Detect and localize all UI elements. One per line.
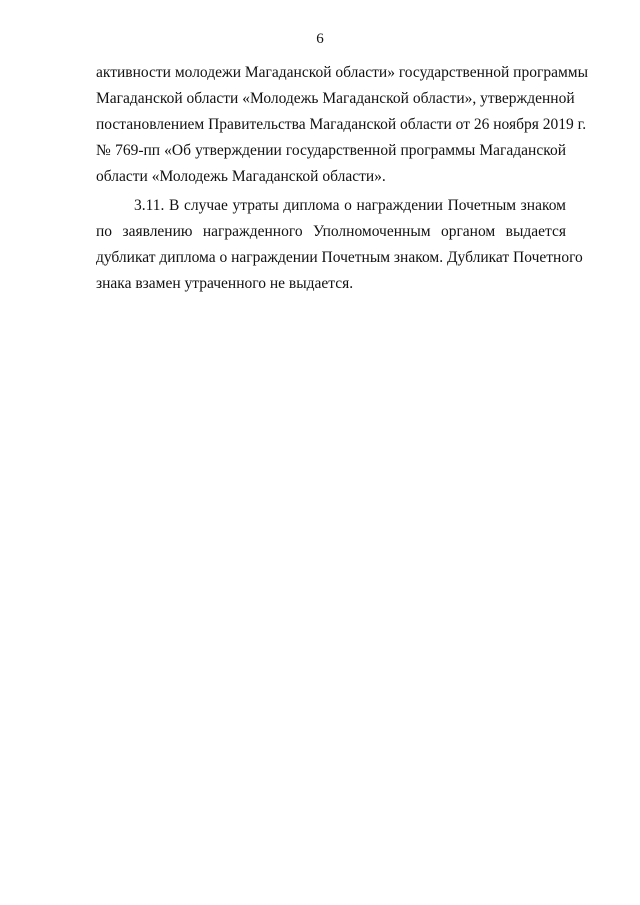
paragraph-line: знака взамен утраченного не выдается. <box>96 275 354 292</box>
paragraph-3-11 <box>96 193 583 297</box>
paragraph-line: активности молодежи Магаданской области» государственной программы <box>96 64 588 81</box>
paragraph-line: области «Молодежь Магаданской области». <box>96 168 386 185</box>
page-number: 6 <box>316 31 324 47</box>
paragraph-line: по заявлению награжденного Уполномоченным органом выдается <box>96 223 566 240</box>
paragraph-line: № 769-пп «Об утверждении государственной программы Магаданской <box>96 142 566 159</box>
paragraph-continuation <box>96 60 588 190</box>
paragraph-line: Магаданской области «Молодежь Магаданской области», утвержденной <box>96 90 575 107</box>
paragraph-line: 3.11. В случае утраты диплома о награждении Почетным знаком <box>134 197 566 214</box>
paragraph-line: дубликат диплома о награждении Почетным знаком. Дубликат Почетного <box>96 249 583 266</box>
paragraph-line: постановлением Правительства Магаданской области от 26 ноября 2019 г. <box>96 116 587 133</box>
